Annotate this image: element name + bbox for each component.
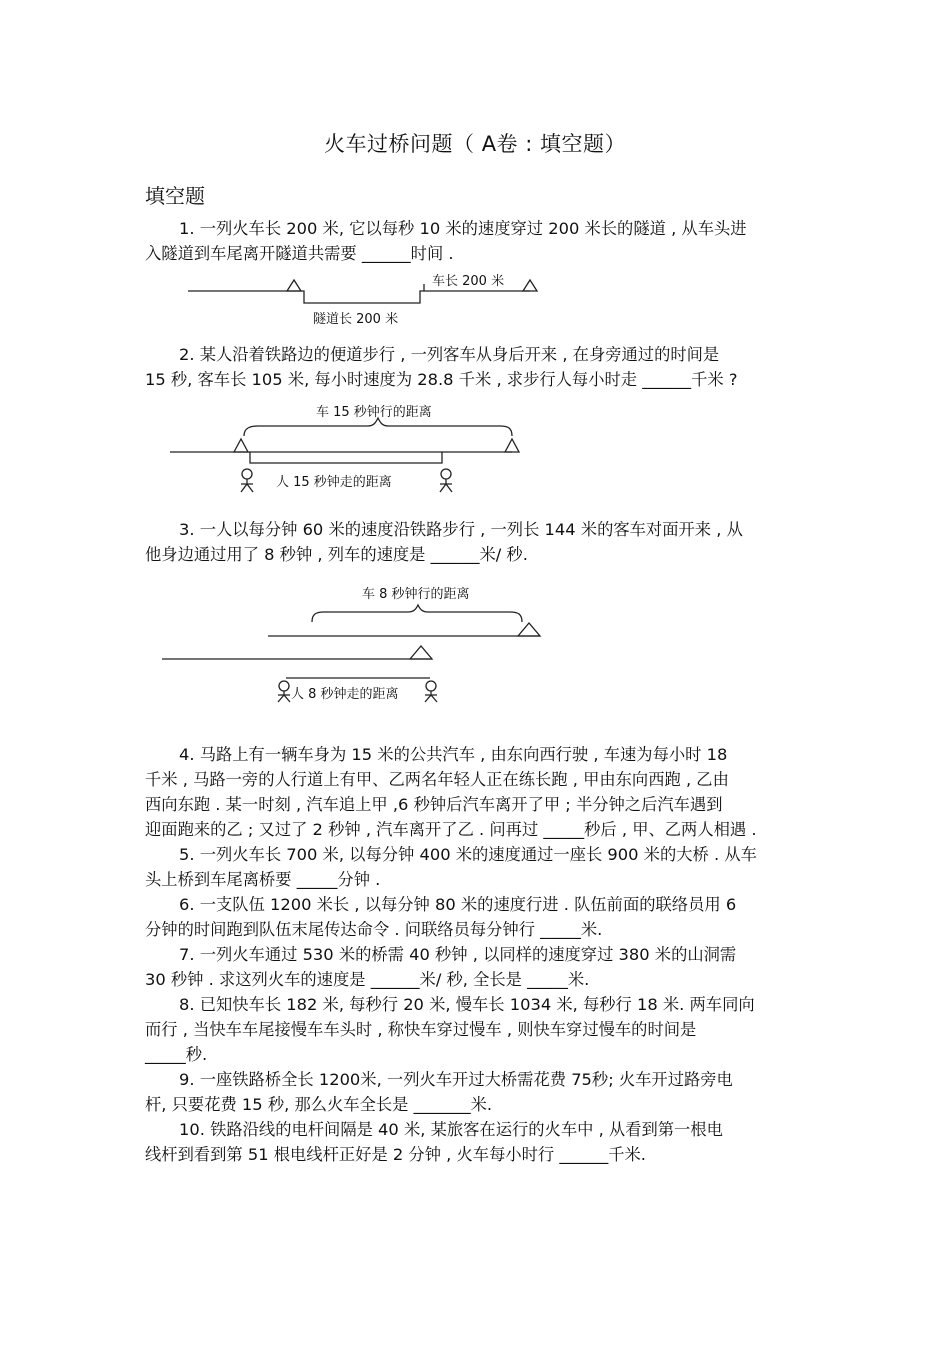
diagram-3 [162, 586, 540, 702]
car-distance-brace [244, 418, 512, 436]
diagram-1 [188, 273, 537, 327]
question-10-line-1: 10. 铁路沿线的电杆间隔是 40 米, 某旅客在运行的火车中 , 从看到第一根电 [179, 1120, 723, 1139]
question-5-line-2: 头上桥到车尾离桥要 _____分钟 . [145, 870, 381, 889]
train-front-marker-icon [287, 280, 301, 291]
question-3-line-2: 他身边通过用了 8 秒钟 , 列车的速度是 ______米/ 秒. [145, 545, 528, 564]
train-rear-marker-icon [523, 280, 537, 291]
car-length-label: 车长 200 米 [432, 274, 505, 289]
question-10-line-2: 线杆到看到第 51 根电线杆正好是 2 分钟 , 火车每小时行 ______千米. [145, 1145, 646, 1164]
car-distance-label: 车 8 秒钟行的距离 [362, 587, 470, 602]
question-7-line-1: 7. 一列火车通过 530 米的桥需 40 秒钟 , 以同样的速度穿过 380 米的山洞需 [179, 945, 737, 964]
train-rear-marker-icon [505, 439, 519, 452]
question-1-line-1: 1. 一列火车长 200 米, 它以每秒 10 米的速度穿过 200 米长的隧道 , 从车头进 [179, 219, 747, 238]
person-distance-label: 人 8 秒钟走的距离 [291, 687, 399, 702]
question-9-line-1: 9. 一座铁路桥全长 1200米, 一列火车开过大桥需花费 75秒; 火车开过路旁电 [179, 1070, 733, 1089]
section-heading: 填空题 [145, 184, 205, 208]
person-start-icon [278, 681, 290, 702]
diagram-2 [170, 404, 519, 492]
person-end-icon [425, 681, 437, 702]
car-distance-brace [312, 605, 522, 622]
tunnel-outline [292, 291, 432, 303]
question-5-line-1: 5. 一列火车长 700 米, 以每分钟 400 米的速度通过一座长 900 米的大桥 . 从车 [179, 845, 757, 864]
person-distance-label: 人 15 秒钟走的距离 [276, 475, 392, 490]
car-distance-label: 车 15 秒钟行的距离 [316, 405, 432, 420]
train-front-marker-icon [234, 439, 248, 452]
question-4-line-2: 千米 , 马路一旁的人行道上有甲、乙两名年轻人正在练长跑 , 甲由东向西跑 , 乙由 [145, 770, 729, 789]
tunnel-length-label: 隧道长 200 米 [313, 312, 399, 327]
question-9-line-2: 杆, 只要花费 15 秒, 那么火车全长是 _______米. [145, 1095, 493, 1114]
question-2-line-2: 15 秒, 客车长 105 米, 每小时速度为 28.8 千米 , 求步行人每小时走 ______千米 ? [145, 370, 738, 389]
question-6-line-1: 6. 一支队伍 1200 米长 , 以每分钟 80 米的速度行进 . 队伍前面的联络员用 6 [179, 895, 737, 914]
train-front-marker-icon [518, 623, 540, 636]
person-end-icon [440, 469, 452, 492]
question-4-line-4: 迎面跑来的乙 ; 又过了 2 秒钟 , 汽车离开了乙 . 问再过 _____秒后 , 甲、乙两人相遇 . [145, 820, 757, 839]
question-2-line-1: 2. 某人沿着铁路边的便道步行 , 一列客车从身后开来 , 在身旁通过的时间是 [179, 345, 720, 364]
question-8-line-3: _____秒. [145, 1045, 208, 1064]
question-3-line-1: 3. 一人以每分钟 60 米的速度沿铁路步行 , 一列长 144 米的客车对面开来 , 从 [179, 520, 743, 539]
train-marker-icon [410, 646, 432, 659]
question-4-line-3: 西向东跑 . 某一时刻 , 汽车追上甲 ,6 秒钟后汽车离开了甲 ; 半分钟之后汽车遇到 [145, 795, 723, 814]
person-start-icon [241, 469, 253, 492]
question-4-line-1: 4. 马路上有一辆车身为 15 米的公共汽车 , 由东向西行驶 , 车速为每小时 18 [179, 745, 728, 764]
question-8-line-1: 8. 已知快车长 182 米, 每秒行 20 米, 慢车长 1034 米, 每秒行 18 米. 两车同向 [179, 995, 755, 1014]
page-title: 火车过桥问题（ A卷 : 填空题） [324, 132, 626, 156]
person-distance-bracket [250, 452, 442, 463]
question-1-line-2: 入隧道到车尾离开隧道共需要 ______时间 . [145, 244, 454, 263]
question-8-line-2: 而行 , 当快车车尾接慢车车头时 , 称快车穿过慢车 , 则快车穿过慢车的时间是 [145, 1020, 697, 1039]
question-7-line-2: 30 秒钟 . 求这列火车的速度是 ______米/ 秒, 全长是 _____米. [145, 970, 590, 989]
question-6-line-2: 分钟的时间跑到队伍末尾传达命令 . 问联络员每分钟行 _____米. [145, 920, 603, 939]
